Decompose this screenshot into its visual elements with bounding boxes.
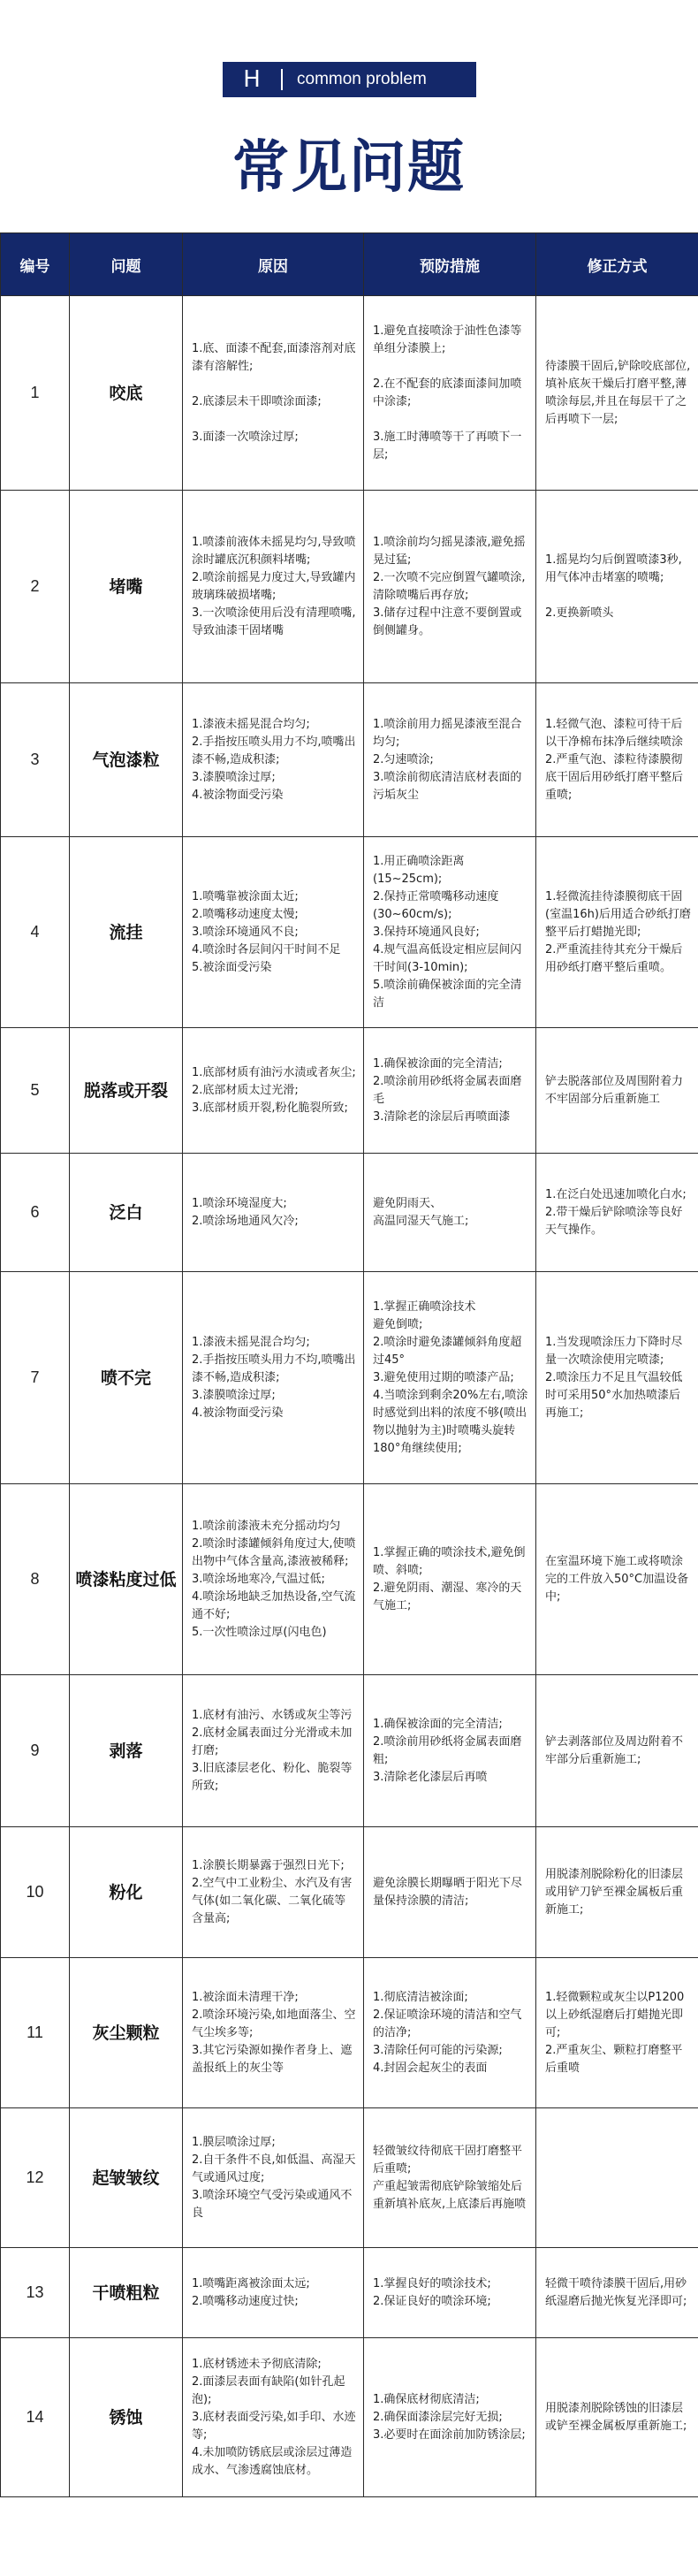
- row-num: 14: [1, 2338, 70, 2497]
- header-issue: 问题: [70, 233, 183, 296]
- row-issue: 起皱皱纹: [70, 2108, 183, 2248]
- table-row: [1, 1827, 698, 1958]
- row-issue: 咬底: [70, 296, 183, 491]
- section-badge: [223, 62, 476, 97]
- row-num: 1: [1, 296, 70, 491]
- row-issue: 干喷粗粒: [70, 2248, 183, 2338]
- problem-table: [0, 232, 698, 2497]
- row-issue: 喷不完: [70, 1272, 183, 1484]
- row-fix: 用脱漆剂脱除锈蚀的旧漆层或铲至裸金属板厚重新施工;: [536, 2338, 698, 2497]
- row-fix: 1.摇晃均匀后倒置喷漆3秒,用气体冲击堵塞的喷嘴; 2.更换新喷头: [536, 491, 698, 683]
- row-cause: 1.底材锈迹未予彻底清除; 2.面漆层表面有缺陷(如针孔起泡); 3.底材表面受污染,如手印、水迹等; 4.未加喷防锈底层或涂层过薄造成水、气渗透腐蚀底材。: [183, 2338, 364, 2497]
- row-cause: 1.喷涂环境湿度大; 2.喷涂场地通风欠冷;: [183, 1154, 364, 1272]
- row-prevention: 轻微皱纹待彻底干固打磨整平后重喷; 产重起皱需彻底铲除皱缩处后重新填补底灰,上底漆后再施喷: [364, 2108, 536, 2248]
- row-issue: 锈蚀: [70, 2338, 183, 2497]
- table-row: [1, 1272, 698, 1484]
- row-cause: 1.喷涂前漆液未充分摇动均匀 2.喷涂时漆罐倾斜角度过大,使喷出物中气体含量高,漆液被稀释; 3.喷涂场地寒冷,气温过低; 4.喷涂场地缺乏加热设备,空气流通不好; 5.一次性喷涂过厚(闪电色): [183, 1484, 364, 1675]
- row-num: 5: [1, 1028, 70, 1154]
- table-row: [1, 1028, 698, 1154]
- row-fix: 1.轻微气泡、漆粒可待干后以干净棉布抹净后继续喷涂 2.严重气泡、漆粒待漆膜彻底干固后用砂纸打磨平整后重喷;: [536, 683, 698, 837]
- row-num: 2: [1, 491, 70, 683]
- row-fix: 1.轻微颗粒或灰尘以P1200以上砂纸湿磨后打蜡抛光即可; 2.严重灰尘、颗粒打磨整平后重喷: [536, 1958, 698, 2108]
- row-cause: 1.被涂面未清理干净; 2.喷涂环境污染,如地面落尘、空气尘埃多等; 3.其它污染源如操作者身上、遮盖报纸上的灰尘等: [183, 1958, 364, 2108]
- header-cause: 原因: [183, 233, 364, 296]
- row-issue: 粉化: [70, 1827, 183, 1958]
- row-fix: 轻微干喷待漆膜干固后,用砂纸湿磨后抛光恢复光泽即可;: [536, 2248, 698, 2338]
- row-cause: 1.漆液未摇晃混合均匀; 2.手指按压喷头用力不均,喷嘴出漆不畅,造成积漆; 3.漆膜喷涂过厚; 4.被涂物面受污染: [183, 1272, 364, 1484]
- row-prevention: 1.喷涂前均匀摇晃漆液,避免摇晃过猛; 2.一次喷不完应倒置气罐喷涂,清除喷嘴后再存放; 3.储存过程中注意不要倒置或倒侧罐身。: [364, 491, 536, 683]
- row-num: 9: [1, 1675, 70, 1827]
- row-num: 10: [1, 1827, 70, 1958]
- table-row: [1, 837, 698, 1028]
- row-cause: 1.底部材质有油污水渍或者灰尘; 2.底部材质太过光滑; 3.底部材质开裂,粉化脆裂所致;: [183, 1028, 364, 1154]
- row-issue: 剥落: [70, 1675, 183, 1827]
- row-fix: 1.轻微流挂待漆膜彻底干固(室温16h)后用适合砂纸打磨整平后打蜡抛光即; 2.严重流挂待其充分干燥后用砂纸打磨平整后重喷。: [536, 837, 698, 1028]
- table-row: [1, 296, 698, 491]
- page-header: [0, 0, 698, 232]
- row-prevention: 避免涂膜长期曝晒于阳光下尽量保持涂膜的清洁;: [364, 1827, 536, 1958]
- row-num: 3: [1, 683, 70, 837]
- row-prevention: 1.喷涂前用力摇晃漆液至混合均匀; 2.匀速喷涂; 3.喷涂前彻底清洁底材表面的污垢灰尘: [364, 683, 536, 837]
- table-row: [1, 2108, 698, 2248]
- row-num: 11: [1, 1958, 70, 2108]
- table-row: [1, 1958, 698, 2108]
- row-prevention: 1.确保底材彻底清洁; 2.确保面漆涂层完好无损; 3.必要时在面涂前加防锈涂层;: [364, 2338, 536, 2497]
- row-fix: 1.在泛白处迅速加喷化白水; 2.带干燥后铲除喷涂等良好天气操作。: [536, 1154, 698, 1272]
- row-num: 7: [1, 1272, 70, 1484]
- row-issue: 流挂: [70, 837, 183, 1028]
- header-row: [1, 233, 698, 296]
- row-num: 4: [1, 837, 70, 1028]
- row-prevention: 1.掌握正确喷涂技术 避免倒喷; 2.喷涂时避免漆罐倾斜角度超过45° 3.避免使用过期的喷漆产品; 4.当喷涂到剩余20%左右,喷涂时感觉到出料的浓度不够(喷出物以抛射为主)时喷嘴头旋转180°角继续使用;: [364, 1272, 536, 1484]
- row-issue: 泛白: [70, 1154, 183, 1272]
- row-cause: 1.底材有油污、水锈或灰尘等污 2.底材金属表面过分光滑或未加打磨; 3.旧底漆层老化、粉化、脆裂等所致;: [183, 1675, 364, 1827]
- table-row: [1, 683, 698, 837]
- row-cause: 1.喷嘴靠被涂面太近; 2.喷嘴移动速度太慢; 3.喷涂环境通风不良; 4.喷涂时各层间闪干时间不足 5.被涂面受污染: [183, 837, 364, 1028]
- row-num: 8: [1, 1484, 70, 1675]
- row-num: 13: [1, 2248, 70, 2338]
- row-cause: 1.膜层喷涂过厚; 2.自干条件不良,如低温、高湿天气或通风过度; 3.喷涂环境空气受污染或通风不良: [183, 2108, 364, 2248]
- table-row: [1, 2248, 698, 2338]
- row-cause: 1.漆液未摇晃混合均匀; 2.手指按压喷头用力不均,喷嘴出漆不畅,造成积漆; 3.漆膜喷涂过厚; 4.被涂物面受污染: [183, 683, 364, 837]
- row-num: 12: [1, 2108, 70, 2248]
- row-prevention: 1.掌握良好的喷涂技术; 2.保证良好的喷涂环境;: [364, 2248, 536, 2338]
- row-cause: 1.喷漆前液体未摇晃均匀,导致喷涂时罐底沉积颜料堵嘴; 2.喷涂前摇晃力度过大,导致罐内玻璃珠破损堵嘴; 3.一次喷涂使用后没有清理喷嘴,导致油漆干固堵嘴: [183, 491, 364, 683]
- row-fix: 用脱漆剂脱除粉化的旧漆层或用铲刀铲至裸金属板后重新施工;: [536, 1827, 698, 1958]
- row-prevention: 1.确保被涂面的完全清洁; 2.喷涂前用砂纸将金属表面磨毛 3.清除老的涂层后再喷面漆: [364, 1028, 536, 1154]
- row-fix: 1.当发现喷涂压力下降时尽量一次喷涂使用完喷漆; 2.喷涂压力不足且气温较低时可采用50°水加热喷漆后再施工;: [536, 1272, 698, 1484]
- row-cause: 1.涂膜长期暴露于强烈日光下; 2.空气中工业粉尘、水汽及有害气体(如二氧化碳、二氧化硫等含量高;: [183, 1827, 364, 1958]
- row-prevention: 1.用正确喷涂距离(15~25cm); 2.保持正常喷嘴移动速度(30~60cm/s); 3.保持环境通风良好; 4.规气温高低设定相应层间闪干时间(3-10min); 5.喷涂前确保被涂面的完全清洁: [364, 837, 536, 1028]
- row-fix: 待漆膜干固后,铲除咬底部位,填补底灰干燥后打磨平整,薄喷涂每层,并且在每层干了之后再喷下一层;: [536, 296, 698, 491]
- table-body: [1, 296, 698, 2497]
- row-prevention: 避免阴雨天、 高温同湿天气施工;: [364, 1154, 536, 1272]
- row-prevention: 1.避免直接喷涂于油性色漆等单组分漆膜上; 2.在不配套的底漆面漆间加喷中涂漆; 3.施工时薄喷等干了再喷下一层;: [364, 296, 536, 491]
- table-row: [1, 1484, 698, 1675]
- row-prevention: 1.掌握正确的喷涂技术,避免倒喷、斜喷; 2.避免阴雨、潮湿、寒冷的天气施工;: [364, 1484, 536, 1675]
- row-fix: 铲去剥落部位及周边附着不牢部分后重新施工;: [536, 1675, 698, 1827]
- row-fix: 铲去脱落部位及周围附着力不牢固部分后重新施工: [536, 1028, 698, 1154]
- badge-text: common problem: [297, 70, 427, 88]
- row-cause: 1.底、面漆不配套,面漆溶剂对底漆有溶解性; 2.底漆层未干即喷涂面漆; 3.面漆一次喷涂过厚;: [183, 296, 364, 491]
- row-num: 6: [1, 1154, 70, 1272]
- header-fix: 修正方式: [536, 233, 698, 296]
- row-fix: [536, 2108, 698, 2248]
- header-prevention: 预防措施: [364, 233, 536, 296]
- row-cause: 1.喷嘴距离被涂面太远; 2.喷嘴移动速度过快;: [183, 2248, 364, 2338]
- row-issue: 气泡漆粒: [70, 683, 183, 837]
- table-row: [1, 2338, 698, 2497]
- table-header: [1, 233, 698, 296]
- badge-letter: H: [243, 66, 261, 93]
- header-num: 编号: [1, 233, 70, 296]
- row-issue: 脱落或开裂: [70, 1028, 183, 1154]
- table-row: [1, 1154, 698, 1272]
- row-issue: 灰尘颗粒: [70, 1958, 183, 2108]
- row-prevention: 1.确保被涂面的完全清洁; 2.喷涂前用砂纸将金属表面磨粗; 3.清除老化漆层后再喷: [364, 1675, 536, 1827]
- row-issue: 喷漆粘度过低: [70, 1484, 183, 1675]
- row-fix: 在室温环境下施工或将喷涂完的工件放入50°C加温设备中;: [536, 1484, 698, 1675]
- table-row: [1, 1675, 698, 1827]
- page-title: 常见问题: [232, 135, 466, 201]
- table-row: [1, 491, 698, 683]
- row-issue: 堵嘴: [70, 491, 183, 683]
- row-prevention: 1.彻底清洁被涂面; 2.保证喷涂环境的清洁和空气的洁净; 3.清除任何可能的污染源; 4.封固会起灰尘的表面: [364, 1958, 536, 2108]
